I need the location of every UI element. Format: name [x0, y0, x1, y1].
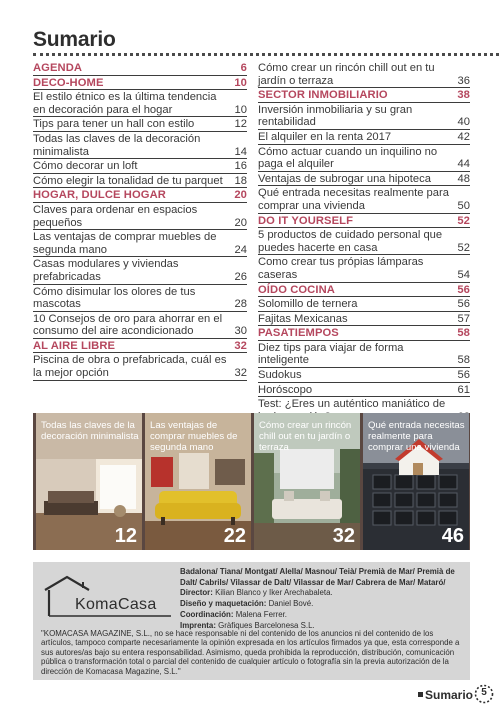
toc-entry-title: AL AIRE LIBRE [33, 339, 116, 352]
toc-entry-page: 20 [234, 189, 247, 202]
logo-text: KomaCasa [75, 596, 157, 613]
toc-entry-page: 48 [457, 172, 470, 185]
toc-entry[interactable] [258, 173, 470, 187]
toc-entry-page: 38 [457, 89, 470, 102]
toc-entry-title: Todas las claves de la decoración minimalista [33, 132, 201, 158]
toc-entry-title: Cómo crear un rincón chill out en tu jardín o terraza [258, 62, 435, 87]
toc-entry-page: 18 [234, 174, 247, 187]
printer-value: Gràfiques Barcelonesa S.L. [218, 620, 315, 630]
toc-entry-page: 54 [457, 268, 470, 281]
toc-entry-title: HOGAR, DULCE HOGAR [33, 189, 166, 202]
toc-entry-page: 6 [240, 62, 247, 74]
toc-entry-page: 20 [234, 216, 247, 229]
toc-entry-page: 50 [457, 199, 470, 212]
gallery-caption: Cómo crear un rincón chill out en tu jardín o terraza [259, 420, 352, 453]
gallery-tile-housing[interactable] [363, 413, 469, 550]
toc-entry[interactable] [33, 91, 247, 117]
toc-entry-page: 56 [457, 369, 470, 382]
toc-entry-page: 32 [234, 367, 247, 380]
design-value: Daniel Bové. [268, 599, 314, 609]
toc-entry-page: 56 [457, 283, 470, 296]
toc-entry-title: DECO-HOME [33, 76, 104, 89]
page-number-badge [474, 684, 494, 704]
toc-entry-title: Solomillo de ternera [258, 298, 358, 311]
toc-entry-title: 5 productos de cuidado personal que puedes hacerte en casa [258, 229, 443, 254]
gallery-tile-chillout[interactable] [254, 413, 360, 550]
toc-entry-title: Test: ¿Eres un auténtico maniático de [258, 398, 446, 411]
toc-entry-page: 44 [457, 158, 470, 171]
toc-entry-title: Qué entrada necesitas realmente para comprar una vivienda [258, 187, 449, 212]
toc-entry[interactable] [258, 146, 470, 172]
toc-entry-page: 14 [234, 145, 247, 158]
printer-label: Imprenta: [180, 620, 216, 630]
gallery-caption: Las ventajas de comprar muebles de segunda mano [150, 420, 238, 453]
toc-entry[interactable] [258, 62, 470, 88]
toc-entry[interactable] [33, 258, 247, 284]
toc-entry[interactable] [258, 256, 470, 282]
toc-entry-page: 40 [457, 116, 470, 129]
toc-entry-title: 10 Consejos de oro para ahorrar en el consumo del aire acondicionado [33, 312, 223, 338]
toc-entry[interactable] [33, 160, 247, 174]
toc-entry[interactable] [258, 187, 470, 213]
gallery-page-number: 46 [441, 525, 464, 547]
toc-entry[interactable] [33, 118, 247, 132]
gallery-page-number: 12 [114, 525, 137, 547]
toc-entry-title: DO IT YOURSELF [258, 214, 354, 227]
toc-entry-page: 26 [234, 270, 247, 283]
toc-section-heading[interactable] [258, 215, 470, 229]
toc-entry[interactable] [33, 286, 247, 312]
feature-gallery [33, 413, 470, 550]
coordination-label: Coordinación: [180, 609, 234, 619]
toc-entry[interactable] [258, 131, 470, 145]
toc-entry-title: Inversión inmobiliaria y su gran rentabilidad [258, 103, 413, 129]
toc-entry[interactable] [33, 204, 247, 230]
toc-entry-title: PASATIEMPOS [258, 327, 339, 340]
toc-entry-page: 42 [457, 130, 470, 143]
director-value: Kilian Blanco y Iker Arechabaleta. [215, 588, 333, 598]
komacasa-logo [43, 574, 175, 620]
toc-entry[interactable] [33, 175, 247, 189]
toc-entry-page: 52 [457, 214, 470, 227]
coordination-value: Malena Ferrer. [235, 609, 287, 619]
toc-entry-title: Cómo disimular los olores de tus mascotas [33, 285, 196, 311]
toc-entry[interactable] [33, 231, 247, 257]
toc-entry-title: Claves para ordenar en espacios pequeños [33, 203, 198, 229]
page-number: 5 [481, 687, 487, 698]
toc-entry-page: 36 [457, 74, 470, 87]
toc-entry-title: SECTOR INMOBILIARIO [258, 89, 388, 102]
toc-section-heading[interactable] [33, 340, 247, 354]
toc-entry-page: 16 [234, 160, 247, 173]
toc-entry-page: 57 [457, 312, 470, 325]
toc-entry[interactable] [258, 342, 470, 368]
toc-section-heading[interactable] [258, 89, 470, 103]
toc-entry-title: Piscina de obra o prefabricada, cuál es la mejor opción [33, 354, 227, 380]
toc-entry-title: Fajitas Mexicanas [258, 312, 348, 325]
toc-entry-title: OÍDO COCINA [258, 283, 335, 296]
toc-entry-page: 30 [234, 325, 247, 338]
gallery-page-number: 22 [223, 525, 246, 547]
toc-entry-title: Diez tips para viajar de forma inteligente [258, 341, 404, 367]
page-title: Sumario [33, 28, 116, 51]
toc-entry[interactable] [33, 354, 247, 380]
toc-entry-title: Ventajas de subrogar una hipoteca [258, 172, 431, 185]
gallery-caption: Qué entrada necesitas realmente para comprar una vivienda [368, 420, 465, 453]
toc-column-right [258, 62, 470, 425]
toc-entry[interactable] [258, 313, 470, 327]
toc-entry-page: 28 [234, 298, 247, 311]
credits-details [180, 567, 465, 631]
toc-entry-title: Las ventajas de comprar muebles de segunda mano [33, 231, 217, 256]
toc-entry-title: Horóscopo [258, 383, 313, 396]
footer-section-label: Sumario [425, 687, 474, 702]
toc-entry-title: AGENDA [33, 62, 83, 74]
gallery-page-number: 32 [332, 525, 355, 547]
toc-section-heading[interactable] [258, 284, 470, 298]
toc-entry-page: 10 [234, 76, 247, 89]
toc-entry-page: 10 [234, 103, 247, 116]
toc-entry[interactable] [258, 369, 470, 383]
toc-section-heading[interactable] [33, 77, 247, 91]
toc-entry-title: Como crear tus própias lámparas caseras [258, 256, 424, 281]
toc-column-left [33, 62, 247, 382]
toc-entry-title: El estilo étnico es la última tendencia en decoración para el hogar [33, 91, 217, 116]
toc-entry-title: El alquiler en la renta 2017 [258, 130, 392, 143]
toc-section-heading[interactable] [258, 327, 470, 341]
design-label: Diseño y maquetación: [180, 599, 267, 609]
toc-entry-title: Cómo elegir la tonalidad de tu parquet [33, 174, 223, 187]
title-divider [33, 53, 499, 56]
toc-entry[interactable] [33, 133, 247, 159]
toc-entry[interactable] [33, 313, 247, 339]
toc-entry[interactable] [258, 384, 470, 398]
toc-entry-title: Casas modulares y viviendas prefabricadas [33, 258, 179, 283]
gallery-tile-minimalist[interactable] [36, 413, 142, 550]
toc-entry-page: 61 [457, 383, 470, 396]
toc-entry-page: 58 [457, 354, 470, 367]
toc-entry-title: Sudokus [258, 369, 302, 382]
toc-entry-title: Tips para tener un hall con estilo [33, 118, 195, 131]
toc-entry-page: 12 [234, 118, 247, 131]
toc-entry[interactable] [258, 298, 470, 312]
gallery-caption: Todas las claves de la decoración minimalista [41, 420, 139, 442]
toc-entry-title: Cómo decorar un loft [33, 160, 138, 173]
toc-entry-page: 32 [234, 339, 247, 352]
toc-entry[interactable] [258, 104, 470, 130]
square-bullet-icon [418, 692, 423, 697]
toc-entry-page: 24 [234, 243, 247, 256]
toc-section-heading[interactable] [33, 189, 247, 203]
gallery-tile-furniture[interactable] [145, 413, 251, 550]
page-footer [418, 687, 473, 702]
director-label: Director: [180, 588, 213, 598]
toc-section-heading[interactable] [33, 62, 247, 76]
toc-entry-title: Cómo actuar cuando un inquilino no paga el alquiler [258, 145, 438, 171]
toc-entry-page: 58 [457, 327, 470, 340]
toc-entry-page: 56 [457, 298, 470, 311]
toc-entry-page: 52 [457, 241, 470, 254]
credits-box [33, 562, 470, 680]
legal-disclaimer: "KOMACASA MAGAZINE, S.L., no se hace responsable ni del contenido de los anuncios ni del contenido de los artículos, tampoco comparte necesariamente la opinión expresada en los artículos firmados ya que, esta corresponde a sus autores/as bajo su entera responsabilidad. Asimismo, queda prohibida la reproducción, distribución, comunicación pública o transformación total o parcial del contenido de cualquier artículo o fotografía sin la previa autorización de la dirección de Komacasa Magazine, S.L." [41, 629, 460, 676]
toc-entry[interactable] [258, 229, 470, 255]
distribution-cities: Badalona/ Tiana/ Montgat/ Alella/ Masnou/ Teià/ Premià de Mar/ Premià de Dalt/ Cabrils/ Vilassar de Dalt/ Vilassar de Mar/ Cabrera de Mar/ Mataró/ [180, 567, 455, 587]
